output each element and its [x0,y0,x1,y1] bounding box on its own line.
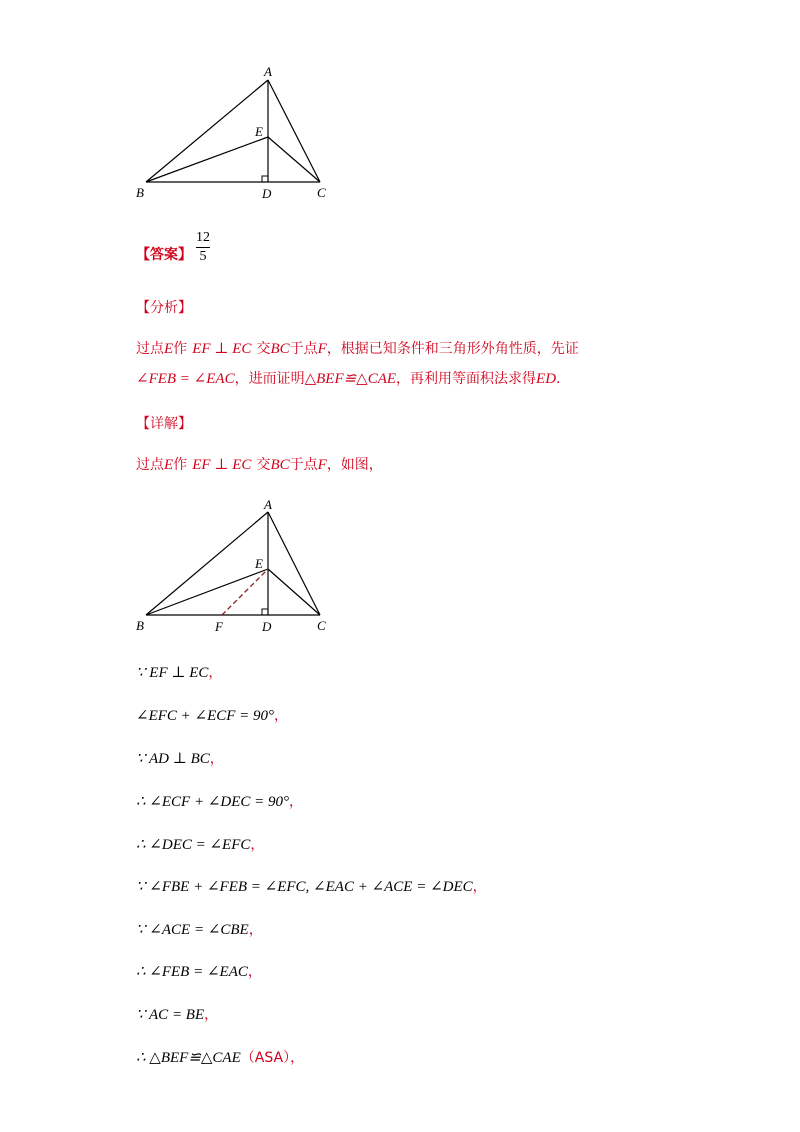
segment-be [146,569,268,615]
text: ，进而证明 [234,371,305,387]
math: ∵ EF ⊥ EC [136,665,209,681]
math: ED [536,371,557,387]
segment-ac [268,80,320,182]
segment-ef-dashed [222,569,268,615]
text: 于点 [289,341,318,357]
math: ∠FEB = ∠EAC [136,371,235,387]
punct: ， [247,964,262,980]
answer-tag: 【答案】 [136,247,192,263]
label-f: F [215,619,223,634]
math: ∴ ∠FEB = ∠EAC [136,964,248,980]
punct: ， [204,1007,219,1023]
segment-ac [268,512,320,615]
punct: ， [290,1050,305,1066]
text: 作 [173,457,188,473]
label-a: A [264,498,272,512]
analysis-tag: 【分析】 [136,300,192,316]
label-d: D [262,186,272,201]
figure-1-triangle [130,62,340,207]
segment-ec [268,569,320,615]
text: 过点 [136,457,164,473]
math: ∴ ∠DEC = ∠EFC [136,837,251,853]
segment-ab [146,512,268,615]
text: 过点 [136,341,164,357]
text: 交 [256,457,271,473]
math: F [317,457,327,473]
math: ∵ AD ⊥ BC [136,751,210,767]
punct: ， [250,837,265,853]
analysis-line-1 [136,338,579,358]
math: BC [270,341,290,357]
fraction-denominator: 5 [199,249,207,264]
label-e: E [255,556,263,571]
text: . [556,371,561,387]
figure-2-triangle [130,498,340,638]
fraction-numerator: 12 [196,230,210,245]
text: 作 [173,341,188,357]
analysis-line-2 [136,368,561,388]
math: EF ⊥ EC [192,341,252,357]
math: E [164,341,174,357]
label-b: B [136,185,144,200]
text: ，再利用等面积法求得 [396,371,537,387]
punct: ， [209,751,224,767]
extra: （ASA） [240,1050,291,1066]
proof-step-9 [136,1004,218,1024]
text: ，根据已知条件和三角形外角性质，先证 [326,341,579,357]
math: EF ⊥ EC [192,457,252,473]
punct: ， [289,794,304,810]
segment-ab [146,80,268,182]
proof-step-7 [136,919,263,939]
detail-line-1 [136,454,383,474]
math: ∴ ∠ECF + ∠DEC = 90° [136,794,290,810]
punct: ， [274,708,289,724]
segment-be [146,137,268,182]
math: ∠EFC + ∠ECF = 90° [136,708,275,724]
math: ∵ AC = BE [136,1007,205,1023]
fraction-bar [196,247,210,248]
label-c: C [317,185,326,200]
label-e: E [255,124,263,139]
math: △BEF≌△CAE [304,371,397,387]
math: ∵ ∠FBE + ∠FEB = ∠EFC, ∠EAC + ∠ACE = ∠DEC [136,879,473,895]
punct: ， [248,922,263,938]
label-d: D [262,619,272,634]
math: F [317,341,327,357]
proof-step-1 [136,662,222,682]
math: E [164,457,174,473]
text: ，如图， [326,457,383,473]
segment-ec [268,137,320,182]
proof-step-8 [136,961,262,981]
label-b: B [136,618,144,633]
proof-step-10 [136,1047,304,1067]
proof-step-6 [136,876,487,896]
math: ∴ △BEF≌△CAE [136,1050,241,1066]
proof-step-4 [136,791,303,811]
detail-tag: 【详解】 [136,416,192,432]
proof-step-3 [136,748,224,768]
proof-step-2 [136,705,288,725]
right-angle-mark [262,176,268,182]
right-angle-mark [262,609,268,615]
text: 于点 [289,457,318,473]
punct: ， [208,665,223,681]
punct: ， [472,879,487,895]
math: ∵ ∠ACE = ∠CBE [136,922,249,938]
math: BC [270,457,290,473]
proof-step-5 [136,834,264,854]
answer-fraction [196,230,210,265]
label-a: A [264,64,272,79]
label-c: C [317,618,326,633]
text: 交 [256,341,271,357]
